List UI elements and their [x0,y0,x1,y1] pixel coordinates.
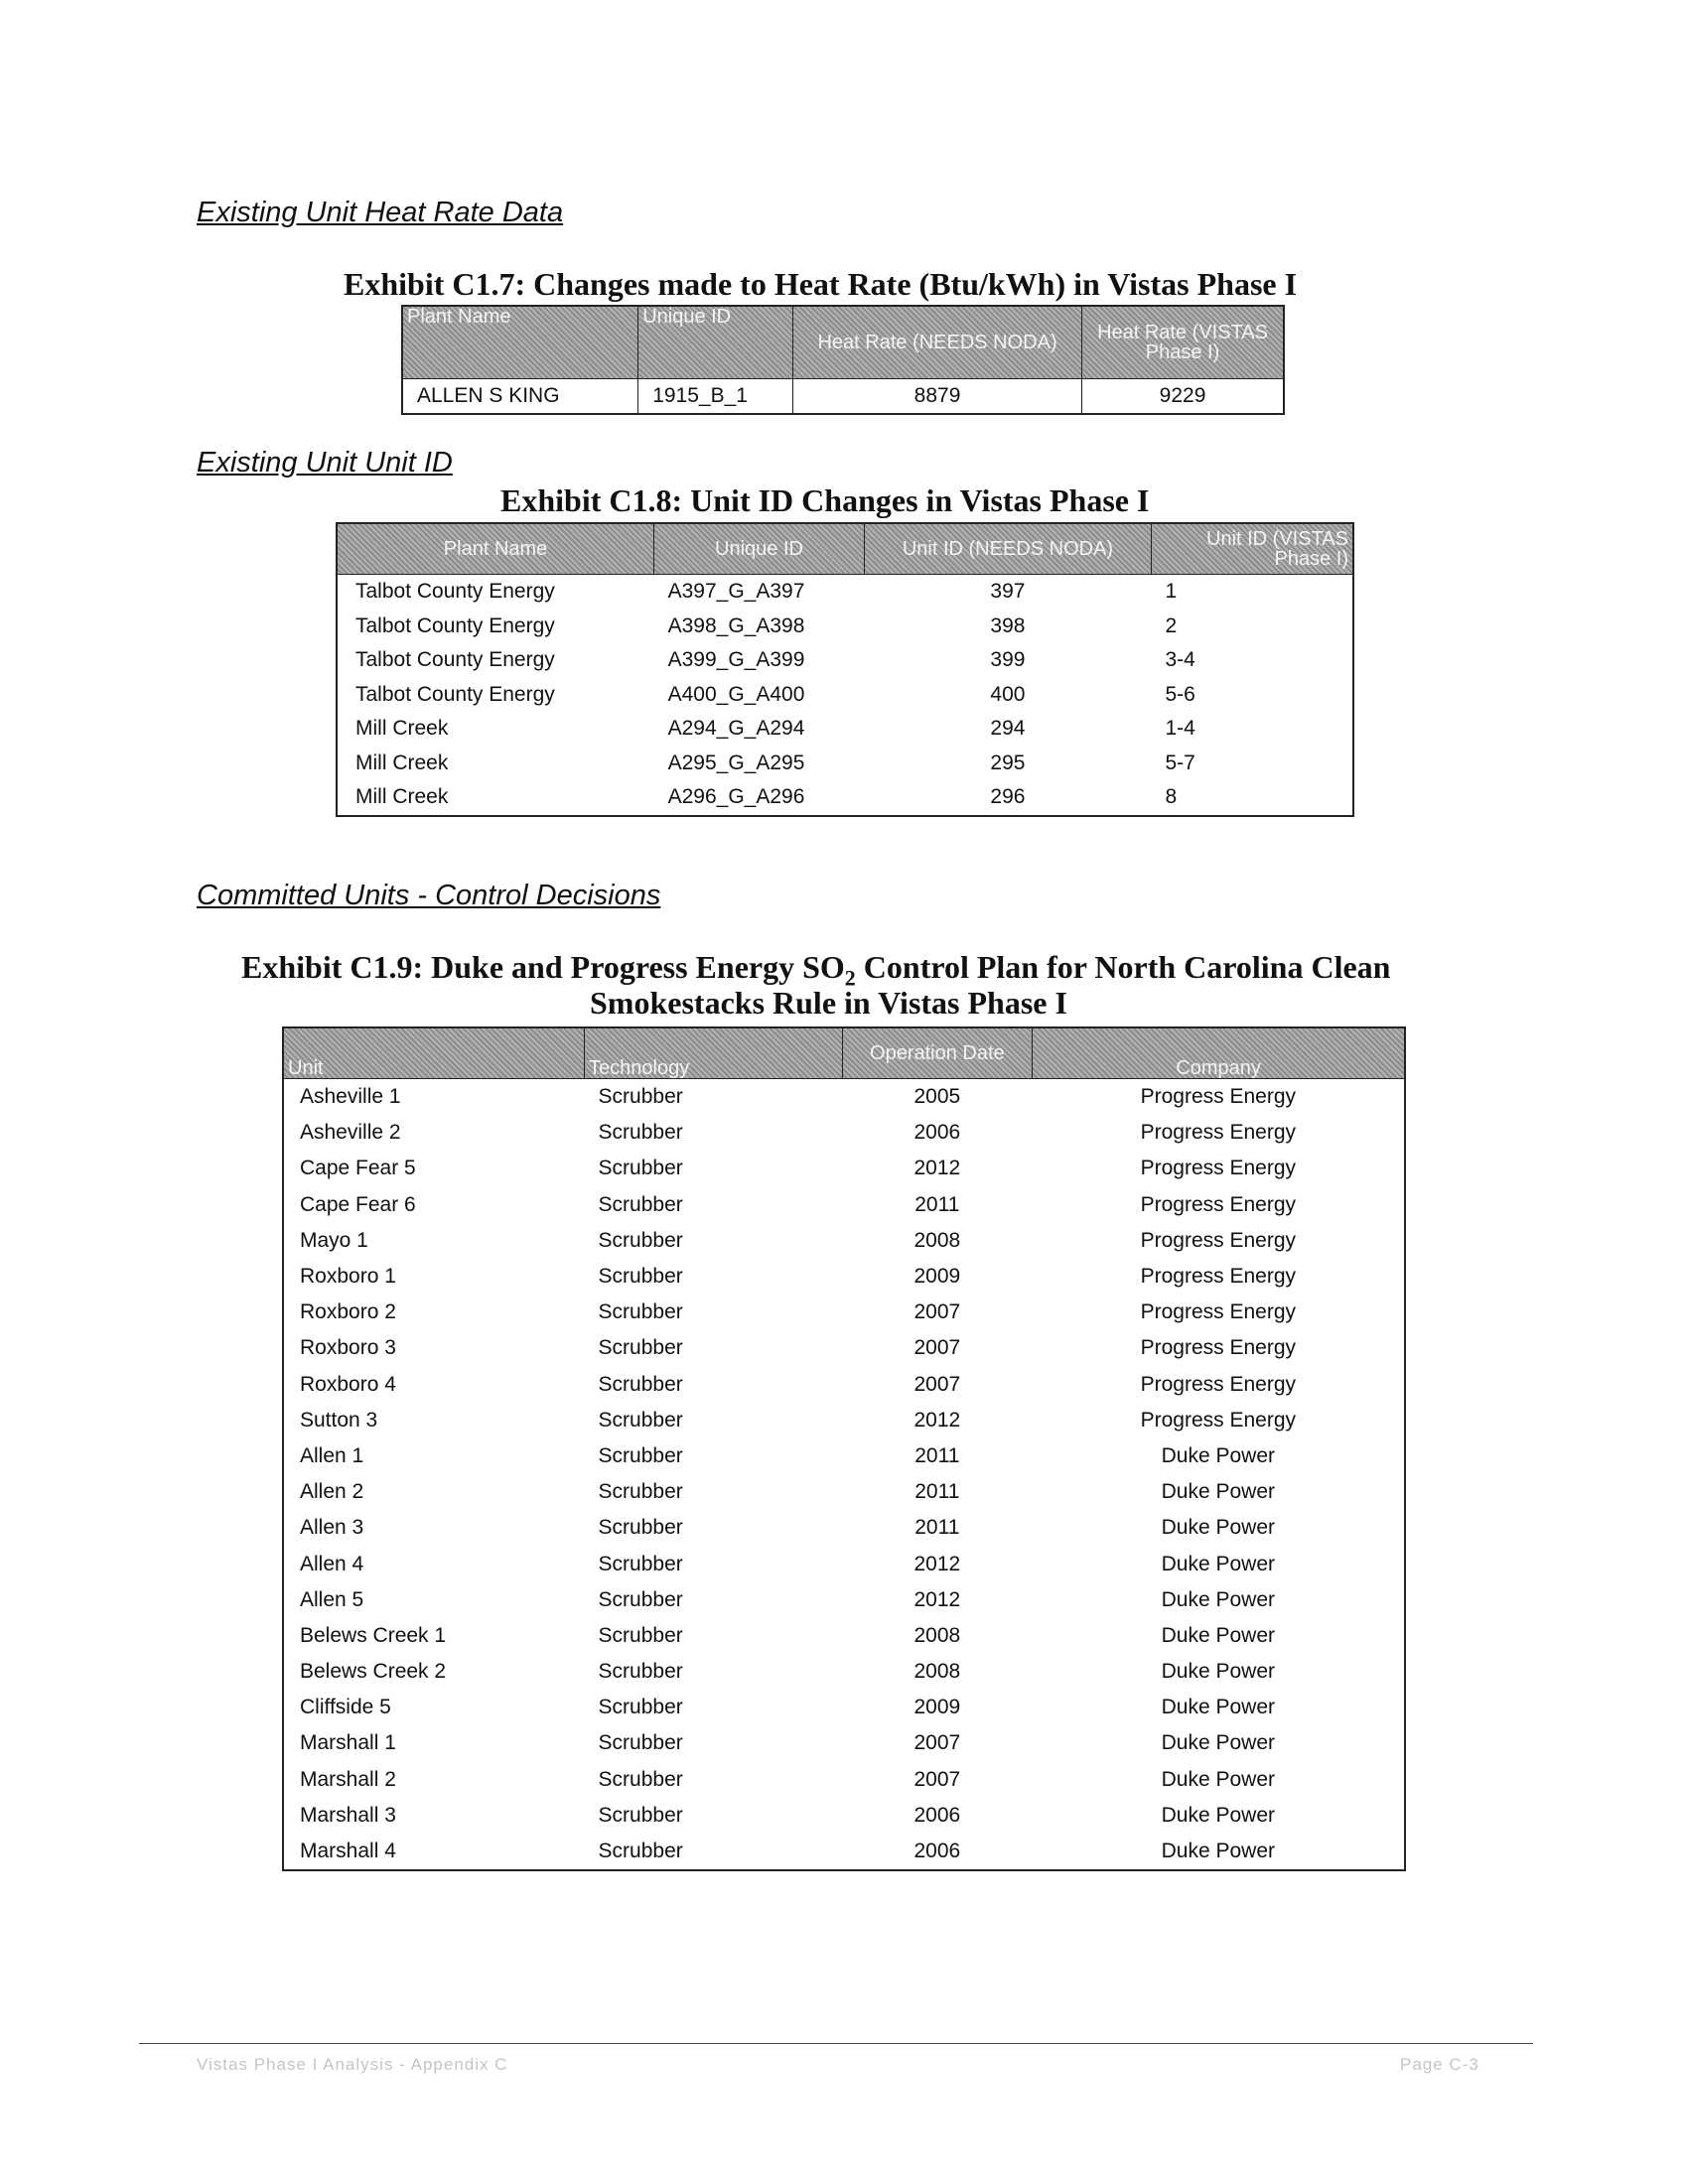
technology-cell: Scrubber [598,1731,683,1755]
column-header-company: Company [1033,1027,1405,1079]
unit-cell: Allen 1 [300,1443,364,1467]
unit-id-needs-cell: 399 [990,648,1026,672]
heat-rate-vistas-cell: 9229 [1082,379,1284,415]
unit-id-vistas-cell: 5-6 [1165,682,1195,706]
table-row [283,1330,1405,1366]
company-cell: Progress Energy [1140,1265,1297,1289]
technology-cell: Scrubber [598,1300,683,1324]
plant-name-cell: Mill Creek [355,751,449,774]
table-row [283,1834,1405,1870]
operation-date-cell: 2007 [913,1300,961,1324]
footer-rule [139,2043,1533,2044]
technology-cell: Scrubber [598,1336,683,1360]
technology-cell: Scrubber [598,1803,683,1827]
heat-rate-table [401,305,1285,415]
unit-id-vistas-cell: 2 [1165,614,1178,637]
table-row [337,610,1353,644]
plant-name-cell: Mill Creek [355,785,449,809]
exhibit-c19-title-line2: Smokestacks Rule in Vistas Phase I [590,985,1067,1021]
column-header-heat-rate-vistas: Heat Rate (VISTAS Phase I) [1082,306,1284,379]
company-cell: Progress Energy [1140,1228,1297,1252]
table-header-row [402,306,1284,379]
plant-name-cell: ALLEN S KING [402,379,638,415]
unit-id-needs-cell: 296 [990,785,1026,809]
table-row [337,747,1353,781]
company-cell: Progress Energy [1140,1300,1297,1324]
table-row [283,1546,1405,1581]
technology-cell: Scrubber [598,1085,683,1109]
exhibit-c18-title: Exhibit C1.8: Unit ID Changes in Vistas Phase I [500,482,1150,518]
unit-id-needs-cell: 295 [990,751,1026,774]
technology-cell: Scrubber [598,1660,683,1684]
operation-date-cell: 2007 [913,1767,961,1791]
column-header-plant-name: Plant Name [402,306,638,379]
operation-date-cell: 2011 [914,1480,960,1504]
table-row [283,1367,1405,1403]
operation-date-cell: 2012 [913,1552,961,1575]
company-cell: Duke Power [1161,1803,1276,1827]
committed-units-section-heading: Committed Units - Control Decisions [197,880,661,911]
column-header-unit-id-vistas: Unit ID (VISTAS Phase I) [1152,523,1354,575]
operation-date-cell: 2008 [913,1660,961,1684]
operation-date-cell: 2008 [913,1623,961,1647]
unit-cell: Allen 4 [300,1552,364,1575]
heat-rate-section-heading: Existing Unit Heat Rate Data [197,197,564,228]
column-header-unique-id: Unique ID [638,306,793,379]
heat-rate-needs-cell: 8879 [793,379,1082,415]
table-row [283,1259,1405,1295]
company-cell: Duke Power [1161,1516,1276,1540]
company-cell: Duke Power [1161,1587,1276,1611]
company-cell: Duke Power [1161,1840,1276,1863]
column-header-unit-id-needs: Unit ID (NEEDS NODA) [864,523,1151,575]
footer-page-number: Page C-3 [1400,2055,1479,2074]
table-row [283,1690,1405,1725]
unit-cell: Allen 3 [300,1516,364,1540]
technology-cell: Scrubber [598,1480,683,1504]
unit-cell: Roxboro 1 [300,1265,396,1289]
unit-cell: Mayo 1 [300,1228,368,1252]
footer-left-text: Vistas Phase I Analysis - Appendix C [197,2055,508,2074]
unique-id-cell: A296_G_A296 [667,785,805,809]
operation-date-cell: 2009 [913,1696,961,1719]
control-plan-table [282,1026,1406,1871]
company-cell: Duke Power [1161,1731,1276,1755]
technology-cell: Scrubber [598,1192,683,1216]
operation-date-cell: 2011 [914,1192,960,1216]
unit-cell: Roxboro 3 [300,1336,396,1360]
exhibit-c19-title-part1: Exhibit C1.9: Duke and Progress Energy SO [241,949,845,985]
table-row [283,1403,1405,1438]
operation-date-cell: 2009 [913,1265,961,1289]
company-cell: Progress Energy [1140,1121,1297,1145]
operation-date-cell: 2007 [913,1336,961,1360]
table-header-row [337,523,1353,575]
operation-date-cell: 2012 [913,1587,961,1611]
unit-cell: Cape Fear 5 [300,1157,416,1180]
unit-cell: Asheville 1 [300,1085,401,1109]
unit-cell: Belews Creek 2 [300,1660,447,1684]
unit-cell: Allen 5 [300,1587,364,1611]
technology-cell: Scrubber [598,1157,683,1180]
unit-id-vistas-cell: 8 [1165,785,1178,809]
operation-date-cell: 2012 [913,1408,961,1432]
plant-name-cell: Talbot County Energy [355,614,555,637]
technology-cell: Scrubber [598,1623,683,1647]
unit-cell: Allen 2 [300,1480,364,1504]
operation-date-cell: 2008 [913,1228,961,1252]
unique-id-cell: A397_G_A397 [667,580,805,604]
company-cell: Duke Power [1161,1480,1276,1504]
table-row [283,1510,1405,1546]
unique-id-cell: A399_G_A399 [667,648,805,672]
plant-name-cell: Talbot County Energy [355,648,555,672]
unit-id-needs-cell: 397 [990,580,1026,604]
unit-cell: Belews Creek 1 [300,1623,447,1647]
unique-id-cell: A398_G_A398 [667,614,805,637]
operation-date-cell: 2012 [913,1157,961,1180]
table-row [283,1762,1405,1798]
technology-cell: Scrubber [598,1767,683,1791]
table-row [283,1582,1405,1618]
table-row [283,1115,1405,1151]
column-header-operation-date: Operation Date [842,1027,1033,1079]
company-cell: Progress Energy [1140,1336,1297,1360]
operation-date-cell: 2005 [913,1085,961,1109]
table-row [283,1295,1405,1330]
unit-cell: Marshall 2 [300,1767,396,1791]
table-row [283,1474,1405,1510]
operation-date-cell: 2007 [913,1372,961,1396]
column-header-unit: Unit [283,1027,585,1079]
technology-cell: Scrubber [598,1228,683,1252]
table-row [283,1798,1405,1834]
exhibit-c17-title: Exhibit C1.7: Changes made to Heat Rate (Btu/kWh) in Vistas Phase I [344,266,1298,302]
unit-id-vistas-cell: 1 [1165,580,1178,604]
unit-cell: Roxboro 4 [300,1372,396,1396]
technology-cell: Scrubber [598,1840,683,1863]
table-row [283,1223,1405,1259]
unit-cell: Marshall 3 [300,1803,396,1827]
company-cell: Progress Energy [1140,1192,1297,1216]
company-cell: Progress Energy [1140,1085,1297,1109]
unit-cell: Sutton 3 [300,1408,378,1432]
company-cell: Progress Energy [1140,1372,1297,1396]
table-row [337,678,1353,713]
company-cell: Duke Power [1161,1443,1276,1467]
unit-cell: Marshall 1 [300,1731,396,1755]
table-row [283,1187,1405,1223]
technology-cell: Scrubber [598,1265,683,1289]
column-header-heat-rate-needs: Heat Rate (NEEDS NODA) [793,306,1082,379]
technology-cell: Scrubber [598,1408,683,1432]
unit-id-needs-cell: 294 [990,717,1026,741]
unit-cell: Cliffside 5 [300,1696,391,1719]
unit-id-table [336,522,1354,817]
company-cell: Duke Power [1161,1552,1276,1575]
table-row [283,1151,1405,1186]
table-row [283,1438,1405,1474]
unit-cell: Marshall 4 [300,1840,396,1863]
table-row [337,643,1353,678]
technology-cell: Scrubber [598,1443,683,1467]
unit-id-section-heading: Existing Unit Unit ID [197,447,453,478]
operation-date-cell: 2006 [913,1803,961,1827]
table-row [337,575,1353,610]
unit-id-vistas-cell: 5-7 [1165,751,1195,774]
plant-name-cell: Mill Creek [355,717,449,741]
table-header-row [283,1027,1405,1079]
plant-name-cell: Talbot County Energy [355,682,555,706]
technology-cell: Scrubber [598,1552,683,1575]
exhibit-c19-title-part2: Control Plan for North Carolina Clean [855,949,1391,985]
technology-cell: Scrubber [598,1372,683,1396]
unique-id-cell: A295_G_A295 [667,751,805,774]
table-row [283,1654,1405,1690]
technology-cell: Scrubber [598,1121,683,1145]
unique-id-cell: 1915_B_1 [638,379,793,415]
plant-name-cell: Talbot County Energy [355,580,555,604]
exhibit-c19-title-subscript: 2 [844,965,856,991]
table-row [283,1079,1405,1116]
unit-cell: Roxboro 2 [300,1300,396,1324]
column-header-technology: Technology [585,1027,842,1079]
table-row [283,1618,1405,1654]
column-header-unique-id: Unique ID [654,523,865,575]
unit-id-needs-cell: 398 [990,614,1026,637]
unique-id-cell: A294_G_A294 [667,717,805,741]
unit-id-vistas-cell: 3-4 [1165,648,1195,672]
company-cell: Duke Power [1161,1767,1276,1791]
table-row [283,1725,1405,1761]
table-row [337,780,1353,816]
unit-id-needs-cell: 400 [990,682,1026,706]
technology-cell: Scrubber [598,1516,683,1540]
company-cell: Progress Energy [1140,1408,1297,1432]
company-cell: Duke Power [1161,1660,1276,1684]
operation-date-cell: 2006 [913,1121,961,1145]
operation-date-cell: 2011 [914,1443,960,1467]
company-cell: Progress Energy [1140,1157,1297,1180]
operation-date-cell: 2011 [914,1516,960,1540]
unique-id-cell: A400_G_A400 [667,682,805,706]
unit-cell: Cape Fear 6 [300,1192,416,1216]
column-header-plant-name: Plant Name [337,523,654,575]
technology-cell: Scrubber [598,1696,683,1719]
technology-cell: Scrubber [598,1587,683,1611]
company-cell: Duke Power [1161,1623,1276,1647]
company-cell: Duke Power [1161,1696,1276,1719]
unit-id-vistas-cell: 1-4 [1165,717,1195,741]
operation-date-cell: 2006 [913,1840,961,1863]
operation-date-cell: 2007 [913,1731,961,1755]
table-row [402,379,1284,415]
unit-cell: Asheville 2 [300,1121,401,1145]
table-row [337,712,1353,747]
